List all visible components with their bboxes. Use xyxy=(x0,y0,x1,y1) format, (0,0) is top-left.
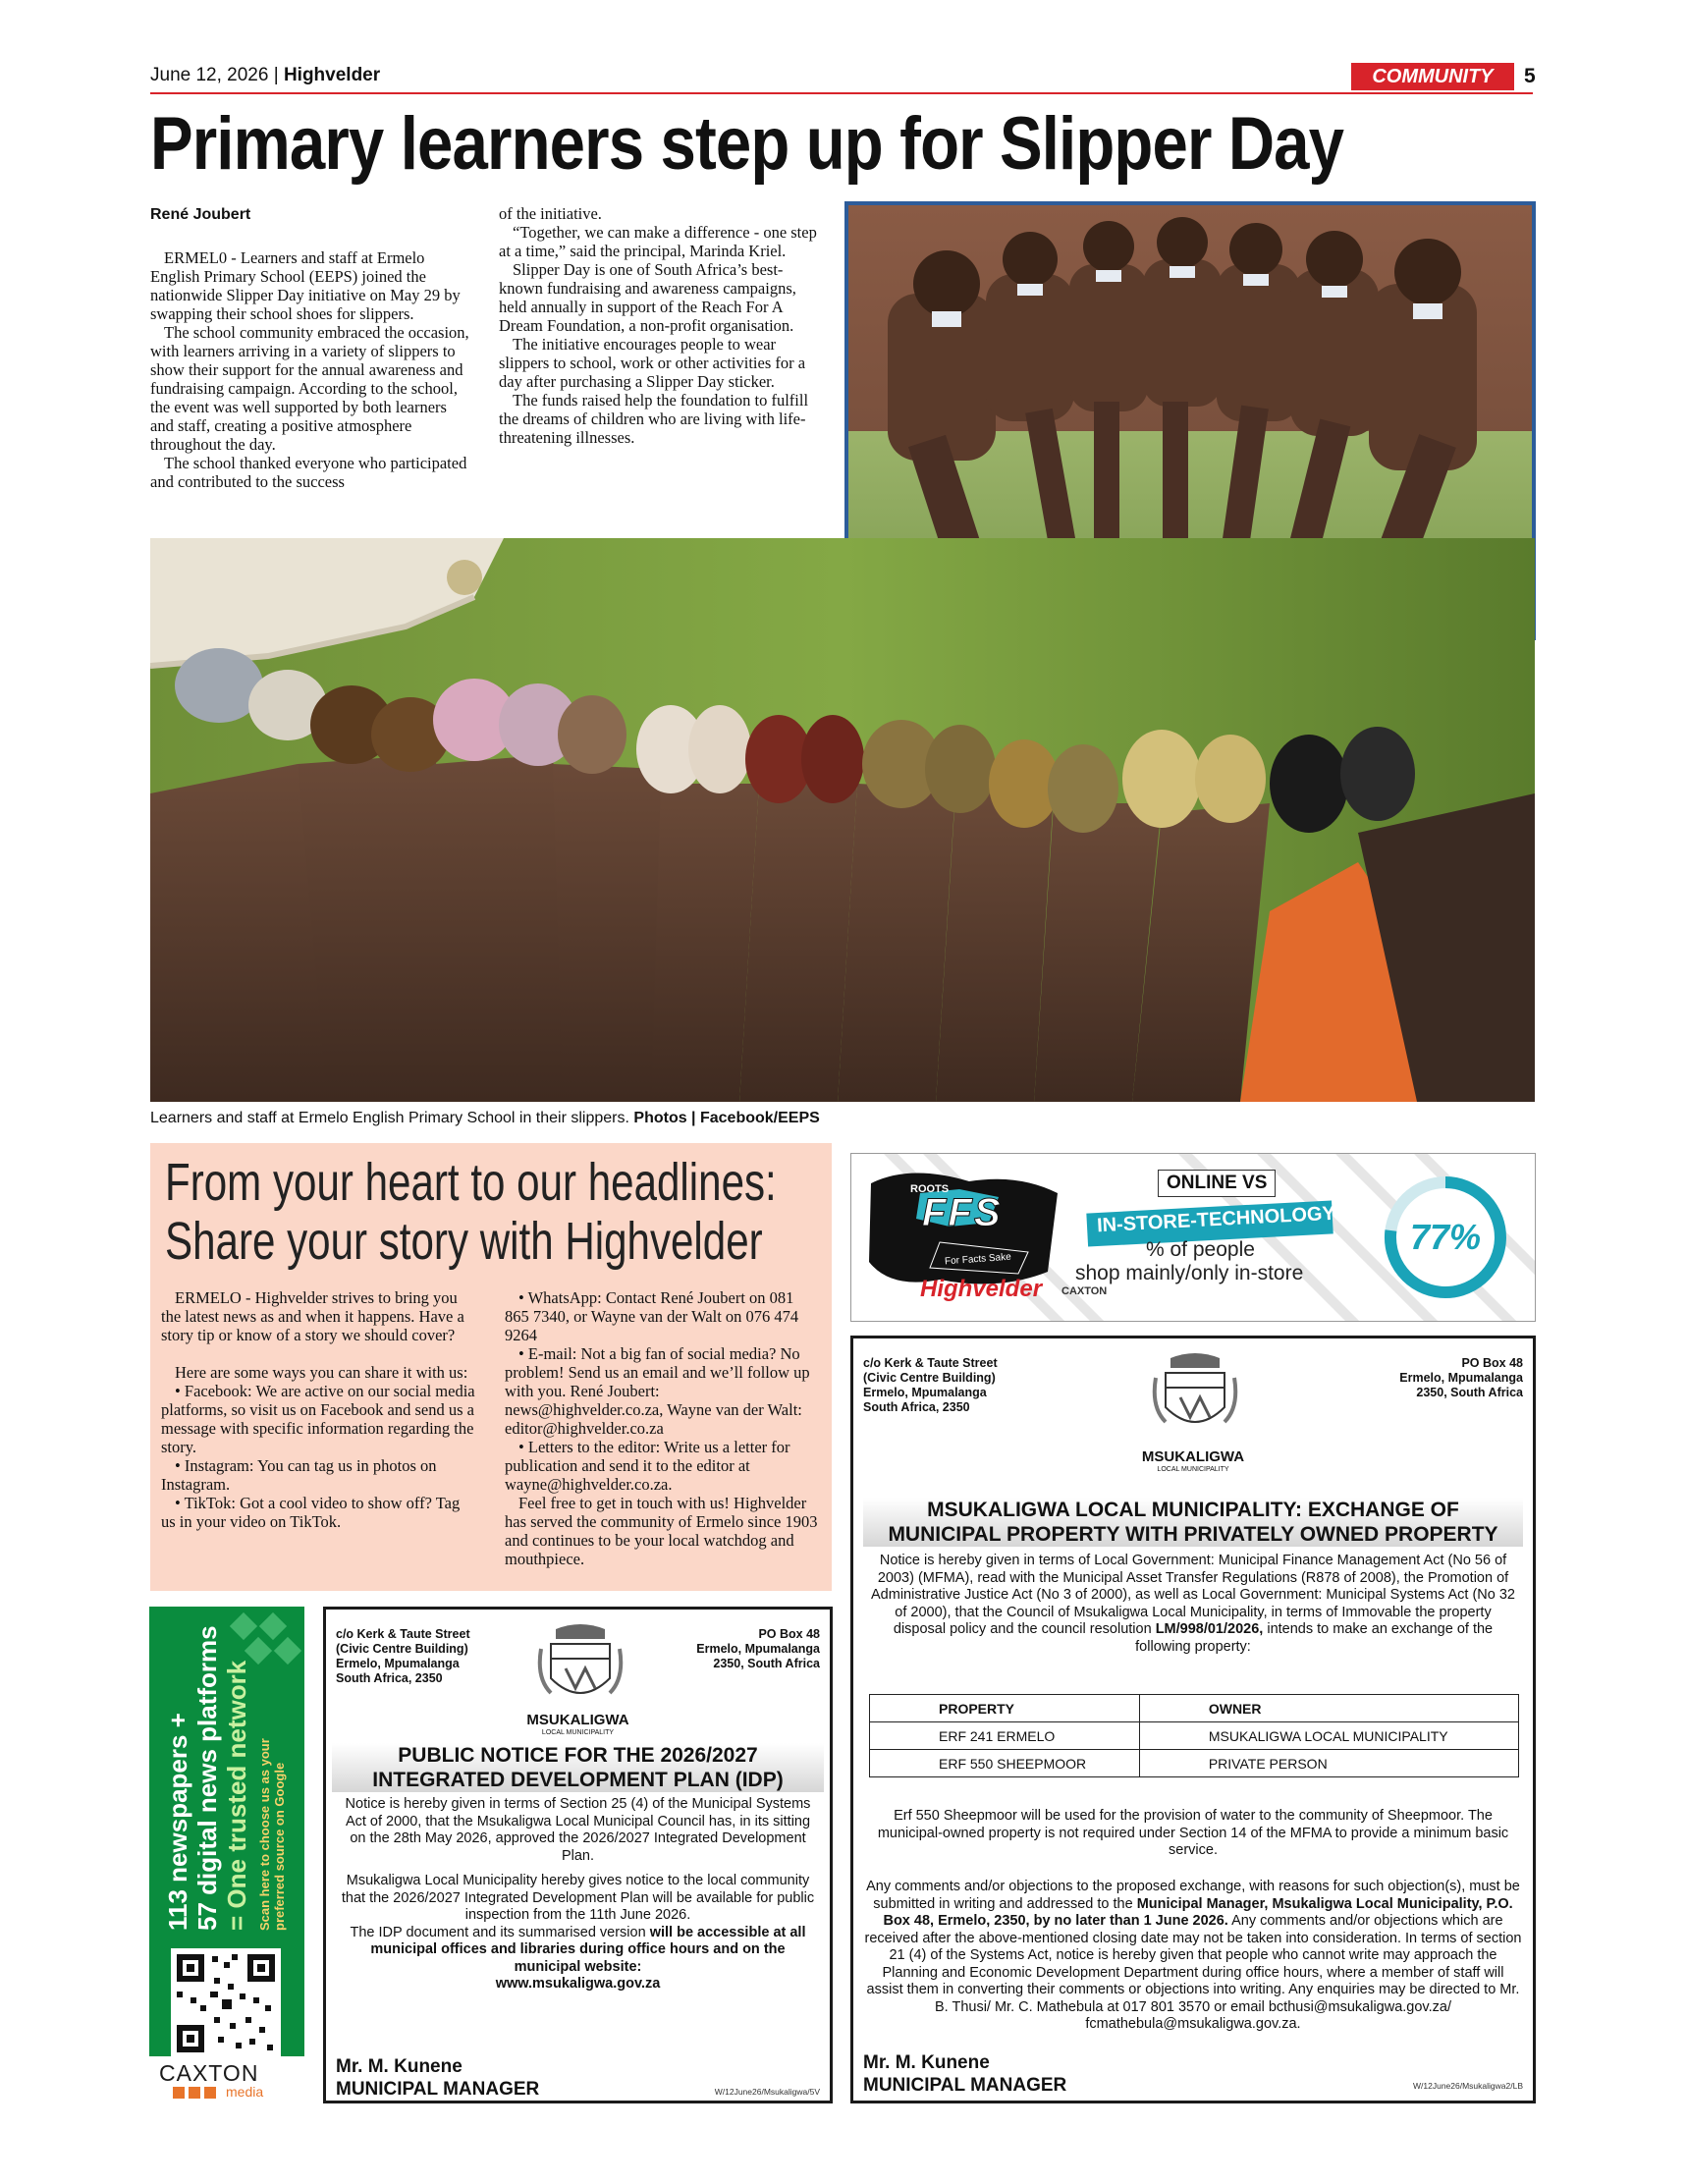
address-line: Ermelo, Mpumalanga xyxy=(696,1642,820,1656)
promo-title xyxy=(165,1153,777,1271)
address-line: PO Box 48 xyxy=(1461,1356,1523,1370)
property-table xyxy=(869,1694,1519,1777)
promo-paragraph: • TikTok: Got a cool video to show off? Tag us in your video on TikTok. xyxy=(161,1494,461,1531)
promo-paragraph: Feel free to get in touch with us! Highvelder has served the community of Ermelo since 1903 and continues to be your local watchdog and mouthpiece. xyxy=(505,1494,818,1568)
article-column-2 xyxy=(499,204,823,447)
article-headline: Primary learners step up for Slipper Day xyxy=(150,102,1344,186)
table-row xyxy=(870,1722,1519,1750)
promo-column-1 xyxy=(161,1288,475,1531)
notice-paragraph: Notice is hereby given in terms of Section 25 (4) of the Municipal Systems Act of 2000, that the Msukaligwa Local Municipal Council has, in its sitting on the 28th May 2026, approved the 2026/2027 Integrated Development Plan. xyxy=(345,1796,811,1864)
address-line: c/o Kerk & Taute Street xyxy=(863,1356,998,1370)
table-cell: MSUKALIGWA LOCAL MUNICIPALITY xyxy=(1139,1722,1518,1750)
municipal-crest-icon xyxy=(536,1619,625,1718)
notice-address-left xyxy=(336,1627,470,1686)
signatory-name: Mr. M. Kunene xyxy=(863,2052,990,2073)
page-date-line: June 12, 2026 | Highvelder xyxy=(150,65,381,85)
notice-address-left xyxy=(863,1356,998,1415)
promo-paragraph: • E-mail: Not a big fan of social media? No problem! Send us an email and we’ll follow up with you. René Joubert: news@highvelder.co.za, Wayne van der Walt: editor@highvelder.co.za xyxy=(505,1344,810,1438)
address-line: (Civic Centre Building) xyxy=(863,1371,996,1385)
municipality-name: MSUKALIGWA xyxy=(1141,1448,1245,1465)
notice-address-right xyxy=(696,1627,820,1671)
promo-column-2 xyxy=(505,1288,819,1568)
municipal-crest-icon xyxy=(1151,1348,1239,1447)
signatory-title: MUNICIPAL MANAGER xyxy=(863,2075,1067,2096)
photo-credit: Photos | Facebook/EEPS xyxy=(633,1110,820,1126)
qr-code-icon[interactable] xyxy=(171,1948,281,2058)
issue-date: June 12, 2026 xyxy=(150,65,269,85)
caxton-network-ad[interactable] xyxy=(149,1607,304,2105)
notice-title-line: MSUKALIGWA LOCAL MUNICIPALITY: EXCHANGE OF xyxy=(927,1499,1459,1521)
article-byline: René Joubert xyxy=(150,206,251,223)
notice-text: Msukaligwa Local Municipality hereby gives notice to the local community that the 2026/2027 Integrated Development Plan will be available for public inspection from the 11th June 2026. xyxy=(341,1873,815,1923)
table-row xyxy=(870,1750,1519,1777)
header-rule xyxy=(150,92,1533,94)
caxton-line1: 113 newspapers + xyxy=(163,1713,192,1931)
address-line: Ermelo, Mpumalanga xyxy=(336,1657,460,1670)
banner-line2: IN-STORE-TECHNOLOGY xyxy=(1096,1202,1336,1237)
caxton-line2: 57 digital news platforms xyxy=(192,1625,222,1931)
article-paragraph: Slipper Day is one of South Africa’s best-known fundraising and awareness campaigns, held annually in support of the Reach For A Dream Foundation, a non-profit organisation. xyxy=(499,260,796,335)
promo-paragraph: • WhatsApp: Contact René Joubert on 081 865 7340, or Wayne van der Walt on 076 474 9264 xyxy=(505,1288,799,1344)
address-line: Ermelo, Mpumalanga xyxy=(863,1386,987,1399)
notice-title-line: PUBLIC NOTICE FOR THE 2026/2027 xyxy=(398,1744,758,1767)
table-cell: ERF 241 ERMELO xyxy=(870,1722,1140,1750)
caxton-cta2: preferred source on Google xyxy=(272,1762,287,1931)
notice-text-bold: will be accessible at all municipal offices and libraries during office hours and on the municipal website: xyxy=(370,1924,806,1975)
article-paragraph: The initiative encourages people to wear slippers to school, work or other activities for a day after purchasing a Slipper Day sticker. xyxy=(499,335,806,391)
banner-line4: shop mainly/only in-store xyxy=(1075,1262,1304,1284)
address-line: South Africa, 2350 xyxy=(863,1400,970,1414)
notice-signature xyxy=(336,2055,539,2101)
share-your-story-box xyxy=(150,1143,832,1591)
municipal-website-link[interactable]: www.msukaligwa.gov.za xyxy=(495,1976,661,1992)
promo-title-line: Share your story with Highvelder xyxy=(165,1212,763,1271)
notice-reference: W/12June26/Msukaligwa2/LB xyxy=(1413,2081,1523,2091)
notice-paragraph xyxy=(863,1879,1523,2034)
notice-address-right xyxy=(1399,1356,1523,1400)
table-header: PROPERTY xyxy=(870,1695,1140,1722)
article-paragraph: The school community embraced the occasion, with learners arriving in a variety of slippers to show their support for the annual awareness and fundraising campaign. According to the school, the event was well supported by both learners and staff, creating a positive atmosphere throughout the day. xyxy=(150,323,469,454)
notice-title-line: MUNICIPAL PROPERTY WITH PRIVATELY OWNED PROPERTY xyxy=(888,1523,1498,1546)
caxton-logo: CAXTON xyxy=(1061,1285,1108,1297)
notice-signature xyxy=(863,2051,1066,2097)
notice-address-bold: Municipal Manager, Msukaligwa Local Municipality, P.O. Box 48, Ermelo, 2350, by no later than 1 June 2026. xyxy=(883,1895,1513,1929)
idp-public-notice xyxy=(323,1607,833,2103)
promo-title-line: From your heart to our headlines: xyxy=(165,1153,777,1212)
notice-intro xyxy=(871,1553,1515,1656)
council-resolution: LM/998/01/2026, xyxy=(1155,1621,1264,1637)
notice-title-line: INTEGRATED DEVELOPMENT PLAN (IDP) xyxy=(372,1769,784,1791)
caxton-brand-sub: media xyxy=(226,2084,264,2100)
promo-paragraph: ERMELO - Highvelder strives to bring you the latest news as and when it happens. Have a story tip or know of a story we should cover? xyxy=(161,1288,464,1344)
caxton-brand: CAXTON xyxy=(159,2060,259,2086)
caxton-ad-text xyxy=(163,1607,287,1931)
notice-paragraph: Erf 550 Sheepmoor will be used for the provision of water to the community of Sheepmoor. The municipal-owned property is not required under Section 14 of the MFMA to provide a minimum basic service. xyxy=(877,1808,1509,1858)
promo-paragraph: • Instagram: You can tag us in photos on Instagram. xyxy=(161,1456,437,1494)
address-line: (Civic Centre Building) xyxy=(336,1642,468,1656)
table-cell: PRIVATE PERSON xyxy=(1139,1750,1518,1777)
caxton-cta1: Scan here to choose us as your xyxy=(257,1738,272,1931)
banner-line1: ONLINE VS xyxy=(1158,1170,1276,1197)
municipality-name: MSUKALIGWA xyxy=(526,1712,629,1728)
notice-text: Any comments and/or objections to the proposed exchange, with reasons for such objection(s), must be submitted in writing and addressed to the xyxy=(866,1879,1520,1912)
notice-text: Any comments and/or objections which are received after the above-mentioned closing date may not be taken into consideration. In terms of section 21 (4) of the Systems Act, notice is hereby given that people who cannot write may approach the Planning and Economic Development Department during office hours, where a member of staff will assist them in converting their comments or objections into writing. Any enquiries may be directed to Mr. B. Thusi/ Mr. C. Mathebula at 017 801 3570 or email bcthusi@msukaligwa.gov.za/ fcmathebula@msukaligwa.gov.za. xyxy=(864,1913,1522,2032)
banner-stat: 77% xyxy=(1409,1217,1482,1257)
notice-intro-text: Notice is hereby given in terms of Local Government: Municipal Finance Management Act (No 56 of 2003) (MFMA), read with the Municipal Asset Transfer Regulations (R878 of 2008), the Promotion of Administrative Justice Act (No 3 of 2000), as well as Local Government: Municipal Systems Act (No 32 of 2000), that the Council of Msukaligwa Local Municipality, in terms of Immovable the property disposal policy and the council resolution xyxy=(871,1553,1515,1637)
article-column-1 xyxy=(150,248,470,491)
article-paragraph: The funds raised help the foundation to fulfill the dreams of children who are living with life-threatening illnesses. xyxy=(499,391,809,447)
address-line: South Africa, 2350 xyxy=(336,1671,443,1685)
notice-reference: W/12June26/Msukaligwa/5V xyxy=(714,2087,820,2097)
photo-caption-text: Learners and staff at Ermelo English Primary School in their slippers. xyxy=(150,1110,629,1126)
address-line: PO Box 48 xyxy=(758,1627,820,1641)
ffs-logo-small-bottom: For Facts Sake xyxy=(944,1251,1012,1268)
ffs-logo-small-top: ROOTS xyxy=(910,1183,950,1195)
caxton-line3: = One trusted network xyxy=(222,1660,251,1931)
signatory-title: MUNICIPAL MANAGER xyxy=(336,2079,540,2100)
address-line: Ermelo, Mpumalanga xyxy=(1399,1371,1523,1385)
article-paragraph: of the initiative. xyxy=(499,204,602,223)
table-header: OWNER xyxy=(1139,1695,1518,1722)
notice-title xyxy=(863,1498,1523,1547)
promo-paragraph: • Facebook: We are active on our social media platforms, so visit us on Facebook and send us a message with specific information regarding the story. xyxy=(161,1382,475,1456)
article-paragraph: “Together, we can make a difference - one step at a time,” said the principal, Marinda Kriel. xyxy=(499,223,817,260)
promo-paragraph xyxy=(161,1344,475,1363)
section-tag: COMMUNITY xyxy=(1351,63,1514,90)
page-number: 5 xyxy=(1524,65,1536,87)
address-line: 2350, South Africa xyxy=(713,1657,820,1670)
table-cell: ERF 550 SHEEPMOOR xyxy=(870,1750,1140,1777)
municipality-sub: LOCAL MUNICIPALITY xyxy=(1157,1466,1229,1473)
signatory-name: Mr. M. Kunene xyxy=(336,2056,463,2077)
highvelder-logo: Highvelder xyxy=(920,1276,1043,1302)
caxton-brand-bar xyxy=(149,2056,304,2105)
ffs-logo: FFS xyxy=(922,1191,1003,1234)
promo-paragraph: Here are some ways you can share it with us: xyxy=(175,1363,468,1382)
notice-paragraph xyxy=(340,1873,816,1993)
notice-intro-end: intends to make an exchange of the following property: xyxy=(1135,1621,1494,1655)
notice-text: The IDP document and its summarised version xyxy=(350,1924,646,1940)
promo-paragraph: • Letters to the editor: Write us a letter for publication and send it to the editor at wayne@highvelder.co.za. xyxy=(505,1438,790,1494)
article-paragraph: ERMEL0 - Learners and staff at Ermelo English Primary School (EEPS) joined the nationwide Slipper Day initiative on May 29 by swapping their school shoes for slippers. xyxy=(150,248,461,323)
banner-line3: % of people xyxy=(1146,1238,1255,1261)
notice-title xyxy=(332,1743,824,1792)
table-header-row xyxy=(870,1695,1519,1722)
caxton-brand-blocks-icon xyxy=(173,2086,216,2103)
slippers-photo xyxy=(150,538,1535,1102)
address-line: c/o Kerk & Taute Street xyxy=(336,1627,470,1641)
article-paragraph: The school thanked everyone who participated and contributed to the success xyxy=(150,454,467,491)
publication-name: Highvelder xyxy=(283,65,381,85)
photo-caption xyxy=(150,1110,820,1127)
ffs-banner-ad[interactable] xyxy=(850,1153,1536,1322)
municipality-sub: LOCAL MUNICIPALITY xyxy=(541,1729,615,1736)
property-exchange-notice xyxy=(850,1336,1536,2103)
address-line: 2350, South Africa xyxy=(1416,1386,1523,1399)
